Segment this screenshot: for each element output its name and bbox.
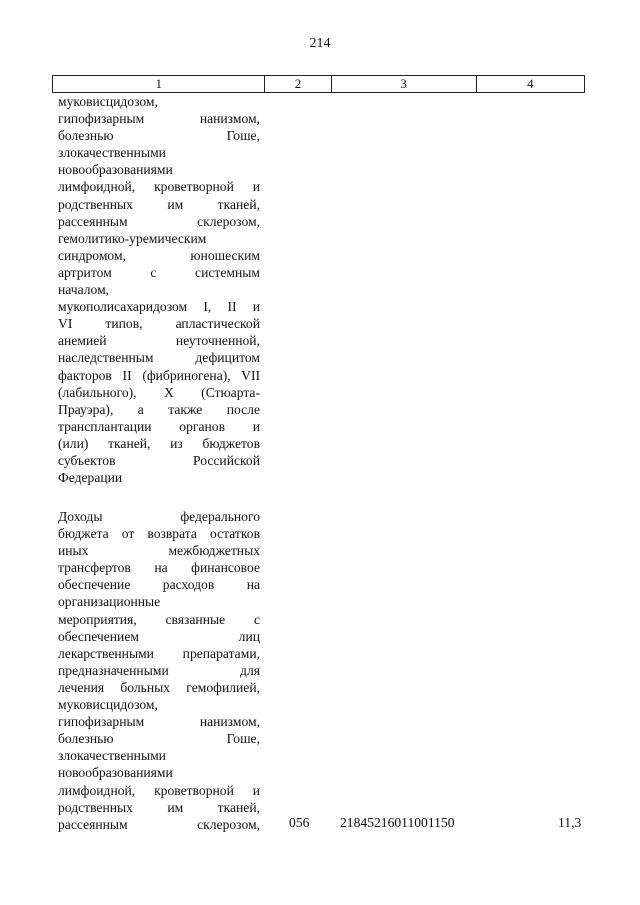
description-line: VI типов, апластической [58,316,260,332]
description-line: анемией неуточненной, [58,333,260,349]
description-line: Доходы федерального [58,509,260,524]
description-line: (или) тканей, из бюджетов [58,435,260,451]
description-line: лечения больных гемофилией, [58,679,260,695]
description-line: предназначенными для [58,662,260,678]
description-line: мероприятия, связанные с [58,611,260,627]
description-line: началом, [58,282,110,298]
description-line: организационные [58,594,161,610]
description-line: мукополисахаридозом I, II и [58,299,260,315]
description-line: гипофизарным нанизмом, [58,111,260,127]
description-line: артритом с системным [58,264,260,280]
column-header-4: 4 [476,76,584,93]
budget-classification-code: 21845216011001150 [340,815,455,830]
description-line: гемолитико-уремическим [58,230,207,246]
column-header-2: 2 [265,76,331,93]
description-line: муковисцидозом, [58,94,158,109]
description-line: муковисцидозом, [58,697,158,713]
description-line: обеспечением лиц [58,628,260,644]
description-line: лимфоидной, кроветворной и [58,179,260,195]
income-description-return-of-transfers [58,508,260,833]
column-header-1: 1 [53,76,265,93]
table-header [52,75,585,93]
description-line: родственных им тканей, [58,799,260,815]
column-header-3: 3 [331,76,476,93]
description-line: факторов II (фибриногена), VII [58,367,260,383]
description-line: иных межбюджетных [58,543,260,559]
description-line: злокачественными [58,748,166,764]
admin-code: 056 [289,815,310,830]
description-line: гипофизарным нанизмом, [58,714,260,730]
description-line: Федерации [58,470,123,486]
description-line: новообразованиями [58,162,173,178]
description-line: обеспечение расходов на [58,577,260,593]
description-line: трансплантации органов и [58,418,260,434]
income-description-continued [58,93,260,486]
description-line: бюджета от возврата остатков [58,526,260,542]
description-line: болезнью Гоше, [58,731,260,747]
description-line: (лабильного), X (Стюарта- [58,384,260,400]
description-line: болезнью Гоше, [58,128,260,144]
page-number: 214 [309,36,331,51]
description-line: новообразованиями [58,765,173,781]
description-line: трансфертов на финансовое [58,560,260,576]
description-line: рассеянным склерозом, [58,816,260,832]
description-line: субъектов Российской [58,452,260,468]
description-line: родственных им тканей, [58,196,260,212]
description-line: Прауэра), а также после [58,401,260,417]
description-line: рассеянным склерозом, [58,213,260,229]
table-header-row [53,76,585,93]
description-line: наследственным дефицитом [58,350,260,366]
description-line: лимфоидной, кроветворной и [58,782,260,798]
description-line: синдромом, юношеским [58,247,260,263]
description-line: лекарственными препаратами, [58,645,260,661]
amount-value: 11,3 [558,815,582,830]
description-line: злокачественными [58,145,166,161]
